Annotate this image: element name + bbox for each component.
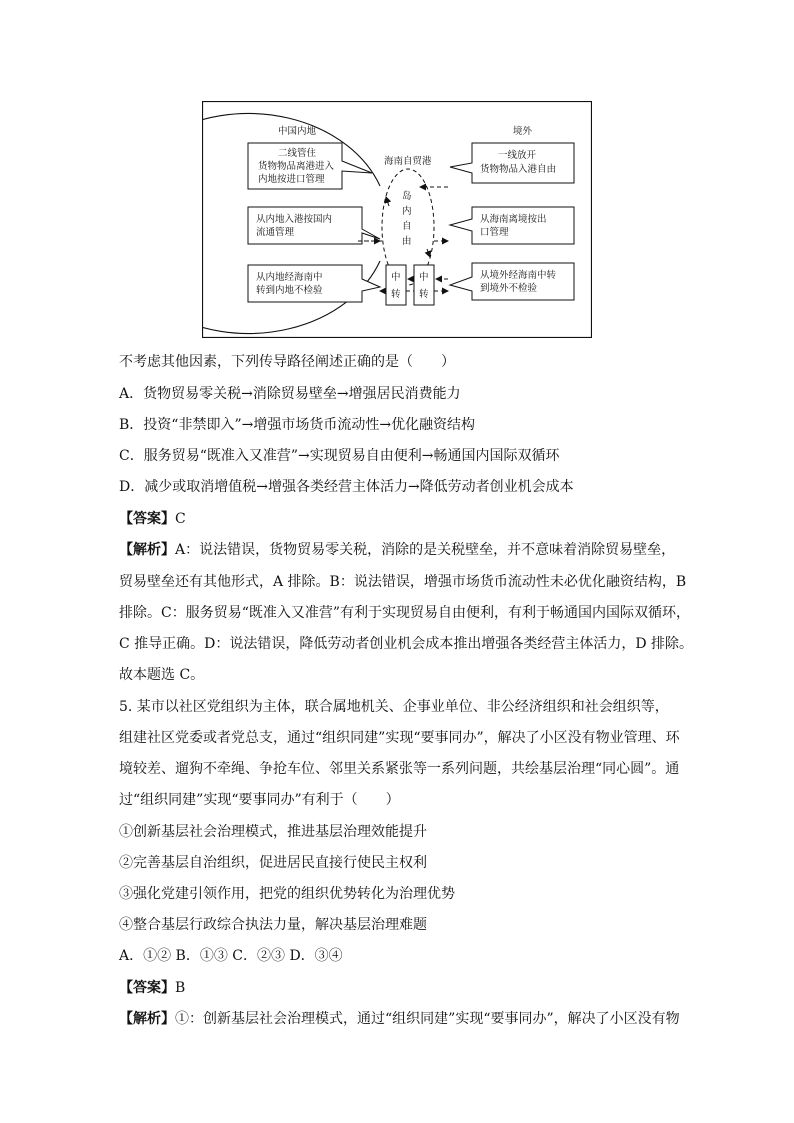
q5-stem-line: 组建社区党委或者党总支，通过“组织同建”实现“要事同办”，解决了小区没有物业管理、环	[119, 730, 680, 746]
q4-stem: 不考虑其他因素，下列传导路径阐述正确的是（ ）	[119, 354, 455, 370]
box-mainland-entry	[248, 207, 380, 244]
q4-analysis-line: 故本题选 C。	[119, 667, 205, 683]
svg-text:中: 中	[419, 272, 429, 283]
svg-text:货物物品入港自由: 货物物品入港自由	[480, 164, 557, 175]
svg-text:内地按进口管理: 内地按进口管理	[258, 174, 325, 185]
island-char: 内	[402, 206, 412, 217]
q4-option-a: A．货物贸易零关税→消除贸易壁垒→增强居民消费能力	[119, 386, 461, 402]
analysis-label: 【解析】	[119, 542, 175, 558]
q5-item-2: ②完善基层自治组织，促进居民直接行使民主权利	[119, 855, 427, 871]
q4-option-b: B．投资“非禁即入”→增强市场货币流动性→优化融资结构	[119, 417, 476, 433]
svg-text:转: 转	[419, 289, 429, 300]
svg-text:口管理: 口管理	[480, 227, 509, 238]
q5-stem-line: 境较差、遛狗不牵绳、争抢车位、邻里关系紧张等一系列问题，共绘基层治理“同心圆”。通	[119, 761, 680, 777]
q4-analysis-line: 【解析】A：说法错误，货物贸易零关税，消除的是关税壁垒，并不意味着消除贸易壁垒，	[119, 542, 676, 558]
q5-analysis-line: 【解析】①：创新基层社会治理模式，通过“组织同建”实现“要事同办”，解决了小区没有物	[119, 1011, 680, 1027]
answer-label: 【答案】	[119, 511, 175, 527]
label-overseas: 境外	[513, 126, 533, 137]
q5-item-3: ③强化党建引领作用，把党的组织优势转化为治理优势	[119, 886, 455, 902]
q4-analysis-line: 贸易壁垒还有其他形式，A 排除。B：说法错误，增强市场货币流动性未必优化融资结构，B	[119, 574, 687, 590]
svg-text:从内地入港按国内: 从内地入港按国内	[256, 214, 333, 225]
q4-analysis-line: 排除。C：服务贸易“既准入又准营”有利于实现贸易自由便利，有利于畅通国内国际双循环，	[119, 605, 691, 621]
svg-text:从海南离境按出: 从海南离境按出	[480, 214, 547, 225]
label-hainan-ftp: 海南自贸港	[384, 156, 432, 167]
svg-text:流通管理: 流通管理	[256, 227, 295, 238]
trade-port-diagram	[202, 101, 592, 338]
q5-item-4: ④整合基层行政综合执法力量，解决基层治理难题	[119, 917, 427, 933]
svg-text:从境外经海南中转: 从境外经海南中转	[480, 270, 557, 281]
svg-text:货物物品离港进入: 货物物品离港进入	[258, 161, 335, 172]
q5-stem-line: 过“组织同建”实现“要事同办”有利于（ ）	[119, 792, 400, 808]
q5-answer	[119, 978, 185, 998]
svg-text:一线放开: 一线放开	[498, 150, 537, 161]
island-char: 自	[402, 221, 412, 232]
answer-value: B	[175, 980, 186, 996]
svg-text:从内地经海南中: 从内地经海南中	[256, 272, 323, 283]
svg-text:转: 转	[391, 289, 401, 300]
label-mainland: 中国内地	[278, 126, 317, 137]
q4-analysis-line: C 推导正确。D：说法错误，降低劳动者创业机会成本推出增强各类经营主体活力，D 排除。	[119, 636, 694, 652]
box-mainland-transit	[248, 265, 380, 302]
answer-label: 【答案】	[119, 980, 175, 996]
q5-stem-line: 5. 某市以社区党组织为主体，联合属地机关、企事业单位、非公经济组织和社会组织等，	[119, 699, 669, 715]
q5-item-1: ①创新基层社会治理模式，推进基层治理效能提升	[119, 824, 427, 840]
svg-text:转到内地不检验: 转到内地不检验	[256, 285, 323, 296]
island-char: 由	[402, 236, 412, 247]
island-char: 岛	[402, 191, 412, 202]
svg-text:中: 中	[391, 272, 401, 283]
svg-text:二线管住: 二线管住	[278, 148, 317, 159]
analysis-label: 【解析】	[119, 1011, 175, 1027]
q4-option-c: C．服务贸易“既准入又准营”→实现贸易自由便利→畅通国内国际双循环	[119, 448, 560, 464]
q5-options: A．①② B．①③ C．②③ D．③④	[119, 948, 343, 964]
transit-box-right	[414, 265, 434, 305]
q4-option-d: D．减少或取消增值税→增强各类经营主体活力→降低劳动者创业机会成本	[119, 479, 574, 495]
q4-answer	[119, 509, 186, 529]
svg-text:到境外不检验: 到境外不检验	[480, 283, 538, 294]
transit-box-left	[386, 265, 406, 305]
answer-value: C	[175, 511, 186, 527]
